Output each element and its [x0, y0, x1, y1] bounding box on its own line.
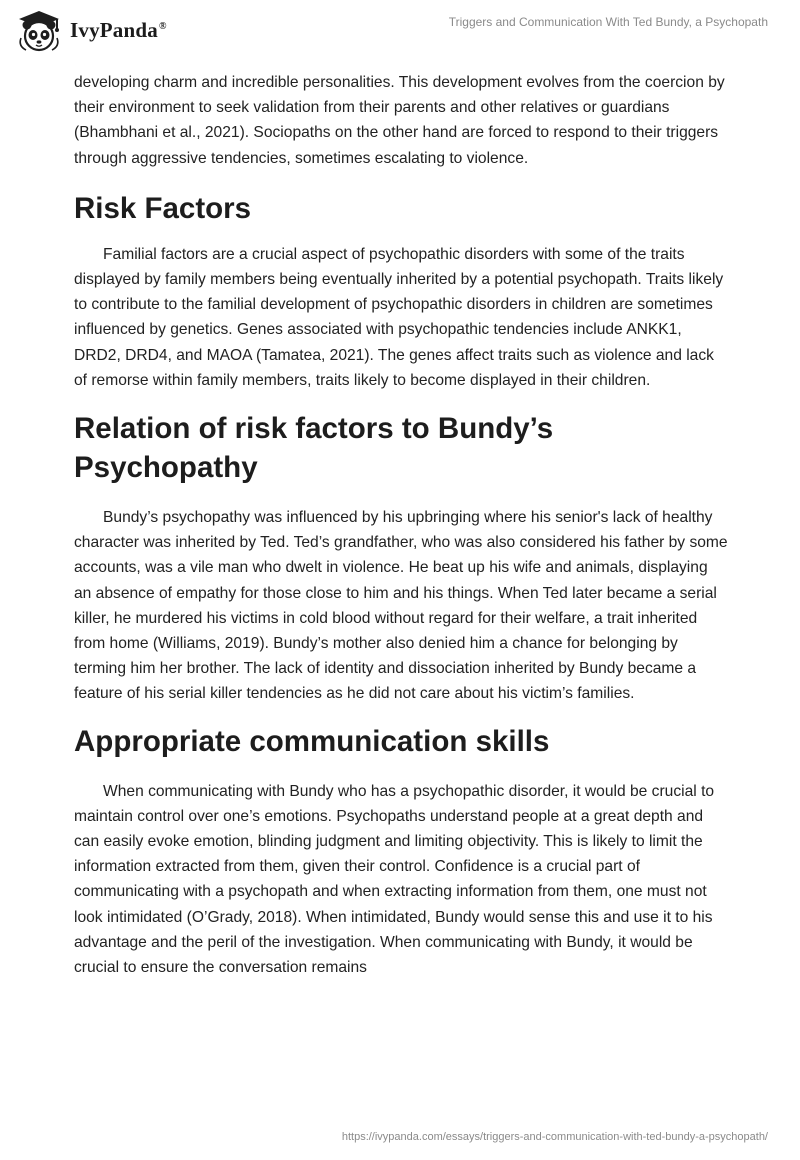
logo-wordmark	[70, 18, 167, 43]
document-title: Triggers and Communication With Ted Bundy, a Psychopath	[448, 15, 768, 29]
source-url[interactable]: https://ivypanda.com/essays/triggers-and-communication-with-ted-bundy-a-psychopath/	[341, 1131, 768, 1143]
heading-risk-factors: Risk Factors	[74, 191, 252, 225]
ivypanda-logo[interactable]	[12, 8, 167, 52]
logo-text: IvyPanda	[70, 17, 158, 42]
registered-mark: ®	[158, 20, 167, 32]
paragraph-communication-skills: When communicating with Bundy who has a psychopathic disorder, it would be crucial to maintain control over one’s emotions. Psychopaths understand people at a great depth and can easily evoke emotion, blinding judgment and limiting objectivity. This is likely to limit the information extracted from them, given their control. Confidence is a crucial part of communicating with a psychopath and when extracting information from them, one must not look intimidated (O’Grady, 2018). When intimidated, Bundy would sense this and use it to his advantage and the peril of the investigation. When communicating with Bundy, it would be crucial to ensure the conversation remains	[74, 782, 715, 977]
intro-paragraph: developing charm and incredible personalities. This development evolves from the coercion by their environment to seek validation from their parents and other relatives or guardians (Bhambhani et al., 2021). Sociopaths on the other hand are forced to respond to their triggers through aggressive tendencies, sometimes escalating to violence.	[74, 74, 725, 167]
heading-relation-risk-factors: Relation of risk factors to Bundy’s Psychopathy	[74, 412, 554, 485]
paragraph-risk-factors: Familial factors are a crucial aspect of psychopathic disorders with some of the traits displayed by family members being eventually inherited by a potential psychopath. Traits likely to contribute to the familial development of psychopathic disorders in children are sometimes influenced by genetics. Genes associated with psychopathic tendencies include ANKK1, DRD2, DRD4, and MAOA (Tamatea, 2021). The genes affect traits such as violence and lack of remorse within family members, traits likely to become displayed in their children.	[74, 245, 724, 389]
essay-body	[74, 70, 728, 980]
heading-communication-skills: Appropriate communication skills	[74, 724, 550, 758]
paragraph-relation-risk-factors: Bundy’s psychopathy was influenced by his upbringing where his senior's lack of healthy character was inherited by Ted. Ted’s grandfather, who was also considered his father by some accounts, was a vile man who dwelt in violence. He beat up his wife and animals, displaying an absence of empathy for those close to him and his things. When Ted later became a serial killer, he murdered his victims in cold blood without regard for their welfare, a trait inherited from home (Williams, 2019). Bundy’s mother also denied him a chance for belonging by terming him her brother. The lack of identity and dissociation inherited by Bundy became a feature of his serial killer tendencies as he did not care about his victim’s families.	[74, 509, 728, 703]
page-header	[0, 0, 800, 70]
panda-graduate-icon	[12, 8, 66, 52]
